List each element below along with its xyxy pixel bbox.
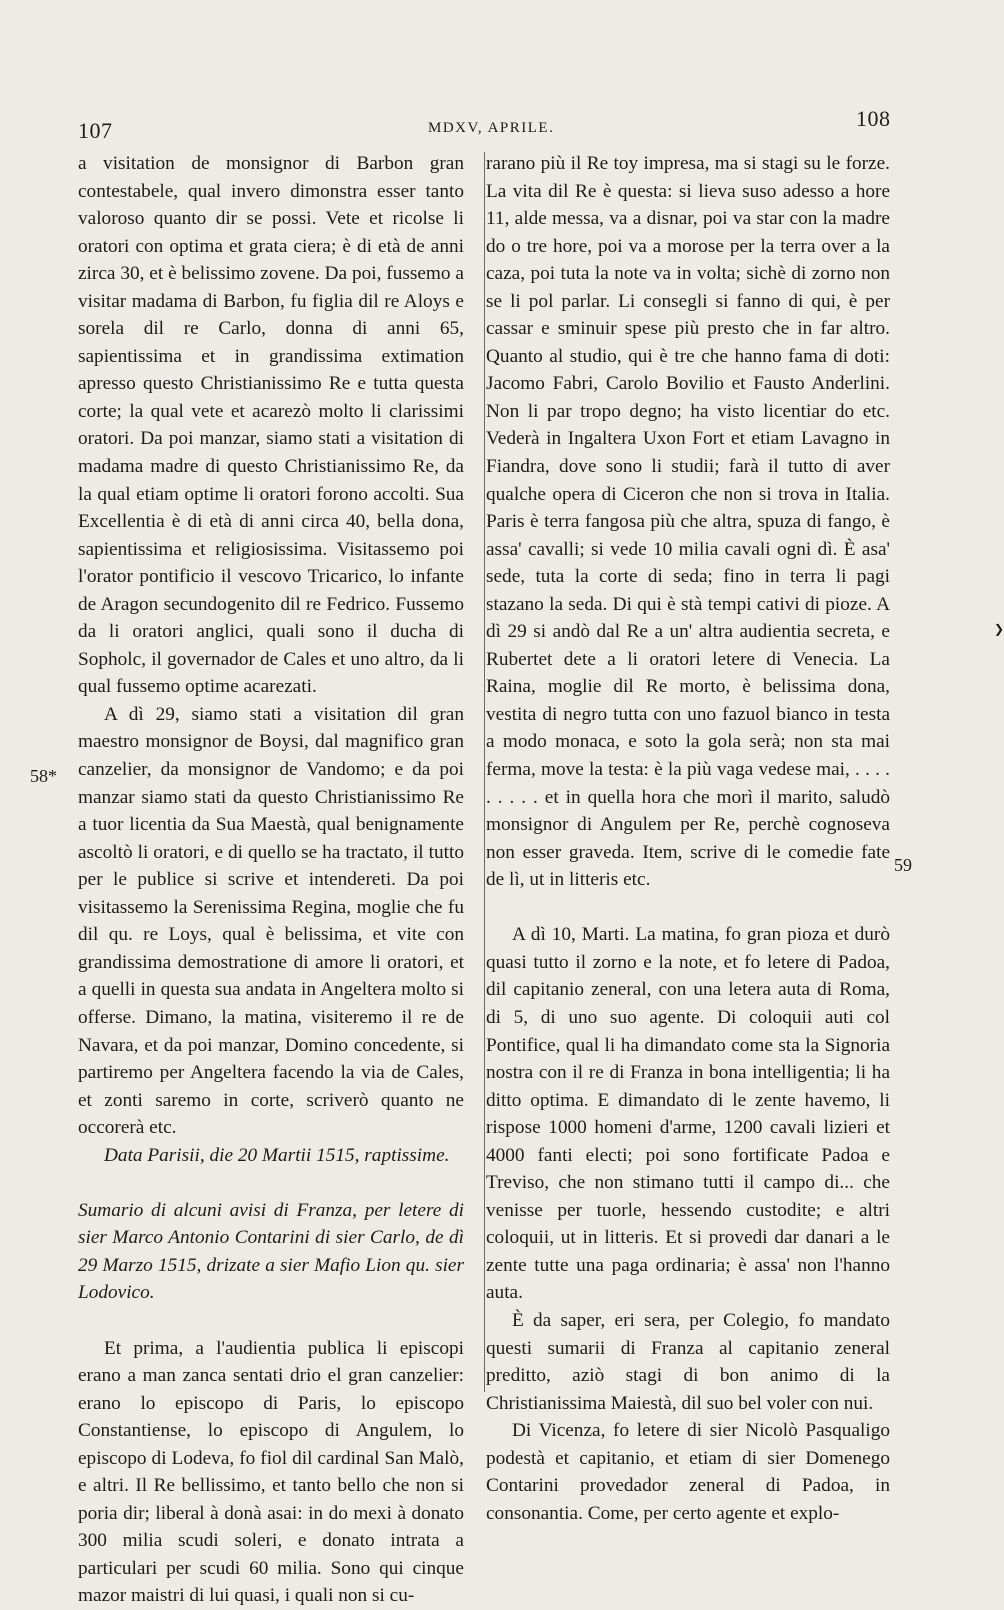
paragraph: a visitation de monsignor di Barbon gran contestabele, qual invero dimonstra esser tanto valoroso quanto dir se possi. Vete et ricolse li oratori con optima et grata ciera; è di età de anni zirca 30, et è belissimo zovene. Da poi, fussemo a visitar madama di Barbon, fu figlia dil re Aloys e sorela dil re Carlo, donna di anni 65, sapientissima et in grandissima extimation apresso questo Christianissimo Re e tutta questa corte; la qual vete et acarezò molto li clarissimi oratori. Da poi manzar, siamo stati a visitation di madama madre di questo Christianissimo Re, da la qual etiam optime li oratori forono accolti. Sua Excellentia è di età di anni circa 40, bella dona, sapientissima et religiosissima. Visitassemo poi l'orator pontificio il vescovo Tricarico, lo infante de Aragon secundogenito dil re Fedrico. Fussemo da li oratori anglici, quali sono il ducha di Sopholc, il governador de Cales et uno altro, da li qual fussemo optime acarezati. — [78, 153, 464, 698]
page-number-left: 107 — [78, 118, 113, 143]
section-heading: Sumario di alcuni avisi di Franza, per letere di sier Marco Antonio Contarini di sier Carlo, de dì 29 Marzo 1515, drizate a sier Mafio Lion qu. sier Lodovico. — [78, 1199, 464, 1304]
paragraph: A dì 29, siamo stati a visitation dil gran maestro monsignor de Boysi, dal magnifico gran canzelier, da monsignor de Vandomo; e da poi manzar siamo stati da questo Christianissimo Re a tuor licentia da Sua Maestà, qual benignamente ascoltò li oratori, e di quello se ha tractato, il tutto per le publice si scrive et intendereti. Da poi visitassemo la Serenissima Regina, moglie che fu dil qu. re Loys, qual è belissima, et vite con grandissima demostratione di amore li oratori, et a quelli in questa sua andata in Angeltera molto si offerse. Dimano, la matina, visiteremo il re de Navara, et da poi manzar, Domino concedente, si partiremo per Angeltera facendo la via de Cales, et zonti saremo in corte, scriverò quanto ne occorerà etc. — [78, 703, 464, 1139]
column-divider — [484, 152, 485, 1392]
paragraph: A dì 10, Marti. La matina, fo gran pioza et durò quasi tutto il zorno e la note, et fo letere di Padoa, dil capitanio zeneral, con una letera auta di Roma, di 5, di uno suo agente. Di coloquii auti col Pontifice, qual li ha dimandato come sta la Signoria nostra con il re di Franza in bona intelligentia; li ha ditto optima. E dimandato di le zente havemo, li rispose 1000 homeni d'arme, 1200 cavali lizieri et 4000 fanti electi; poi sono fortificate Padoa e Treviso, che non stimano tutti il campo di... che venisse per tuorle, hessendo custodite; e altri coloquii, ut in litteris. Et si provedi dar danari a le zente tutte una paga ordinaria; è assa' non l'hanno auta. — [486, 924, 890, 1304]
paragraph: rarano più il Re toy impresa, ma si stagi su le forze. La vita dil Re è questa: si lieva suso adesso a hore 11, alde messa, va a disnar, poi va star con la madre do o tre hore, poi va a morose per la terra over a la caza, poi tuta la note va in volta; sichè di zorno non se li pol parlar. Li consegli si fanno di qui, è per cassar e sminuir spese più presto che in far altro. Quanto al studio, qui è tre che hanno fama di doti: Jacomo Fabri, Carolo Bovilio et Fausto Anderlini. Non li par tropo degno; ha visto licentiar do etc. Vederà in Ingaltera Uxon Fort et etiam Lavagno in Fiandra, dove sono li studii; farà il tutto di aver qualche opera di Ciceron che non si trova in Italia. Paris è terra fangosa più che altra, spuza di fango, è assa' cavalli; si vede 10 milia cavali ogni dì. È asa' sede, tuta la corte di seda; fino in terra li pagi stazano la seda. Di qui è stà tempi cativi di pioze. A dì 29 si andò dal Re a un' altra audientia secreta, e Rubertet dete a li oratori letere di Venecia. La Raina, moglie dil Re morto, è belissima dona, vestita di negro tutta con uno fazuol bianco in testa a modo monaca, e soto la gola serà; non sta mai ferma, move la testa: è la più vaga vedese mai, . . . . . . . . . et in quella hora che morì il marito, saludò monsignor di Angulem per Re, perchè cognoseva non esser graveda. Item, scrive di le comedie fate de lì, ut in litteris etc. — [486, 153, 890, 891]
paragraph: Di Vicenza, fo letere di sier Nicolò Pasqualigo podestà et capitanio, et etiam di sier Domenego Contarini provedador zeneral di Padoa, in consonantia. Come, per certo agente et explo- — [486, 1420, 890, 1524]
left-column — [78, 150, 464, 1610]
date-line: Data Parisii, die 20 Martii 1515, raptissime. — [104, 1144, 450, 1166]
margin-note-left: 58* — [30, 766, 57, 786]
paragraph: È da saper, eri sera, per Colegio, fo mandato questi sumarii di Franza al capitanio zeneral preditto, aziò stagi di bon animo di la Christianissima Maiestà, dil suo bel voler con nui. — [486, 1309, 890, 1414]
right-column — [486, 150, 890, 1527]
margin-note-right: 59 — [894, 855, 912, 875]
running-title: MDXV, APRILE. — [428, 120, 555, 136]
page-number-right: 108 — [856, 106, 891, 131]
paragraph: Et prima, a l'audientia publica li episcopi erano a man zanca sentati drio el gran canzelier: erano lo episcopo di Paris, lo episcopo Constantiense, lo episcopo di Angulem, lo episcopo di Lodeva, fo fiol dil cardinal San Malò, e altri. Il Re bellissimo, et tanto bello che non si poria dir; liberal à donà asai: in do mexi à donato 300 milia scudi soleri, e donato intrata a particulari per scudi 60 milia. Sono qui cinque mazor maistri di lui quasi, i quali non si cu- — [78, 1337, 464, 1607]
edge-mark: ❯ — [994, 622, 1004, 636]
